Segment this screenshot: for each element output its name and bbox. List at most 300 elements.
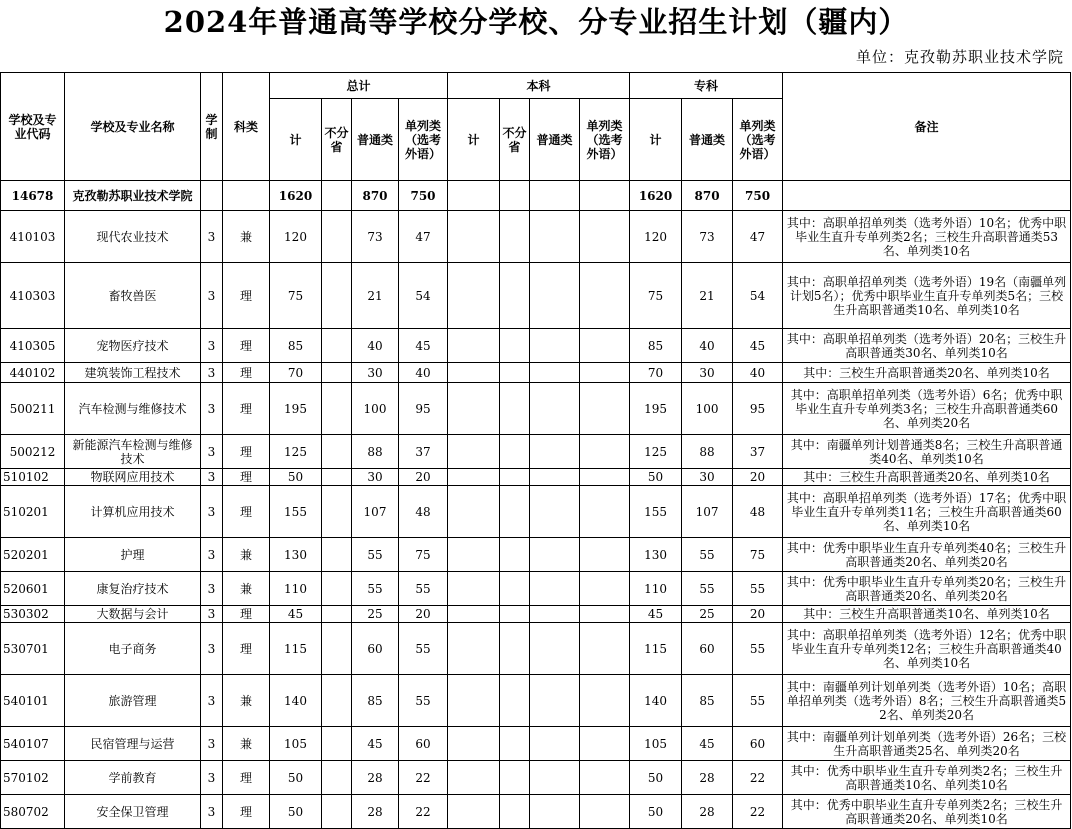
total-bufen xyxy=(322,761,352,795)
zk-putong: 30 xyxy=(682,469,733,486)
total-danlie: 95 xyxy=(399,383,448,435)
major-years: 3 xyxy=(201,572,223,606)
bk-bufen xyxy=(500,363,530,383)
zk-ji: 50 xyxy=(630,761,682,795)
bk-putong xyxy=(530,572,580,606)
total-danlie: 20 xyxy=(399,606,448,623)
total-danlie: 37 xyxy=(399,435,448,469)
major-subject: 理 xyxy=(223,329,270,363)
zk-ji: 120 xyxy=(630,211,682,263)
zk-putong: 28 xyxy=(682,761,733,795)
header-years: 学制 xyxy=(201,73,223,181)
header-total-danlie: 单列类（选考外语） xyxy=(399,99,448,181)
zk-putong: 60 xyxy=(682,623,733,675)
zk-danlie: 22 xyxy=(733,761,783,795)
zk-ji: 50 xyxy=(630,795,682,829)
major-subject: 理 xyxy=(223,486,270,538)
total-danlie: 48 xyxy=(399,486,448,538)
bk-bufen xyxy=(500,795,530,829)
major-subject: 理 xyxy=(223,761,270,795)
bk-bufen xyxy=(500,675,530,727)
major-note: 其中：高职单招单列类（选考外语）6名；优秀中职毕业生直升专单列类3名；三校生升高职普通类60名、单列类20名 xyxy=(783,383,1071,435)
bk-putong xyxy=(530,263,580,329)
major-code: 540101 xyxy=(1,675,65,727)
total-danlie: 55 xyxy=(399,675,448,727)
major-years: 3 xyxy=(201,606,223,623)
major-code: 510102 xyxy=(1,469,65,486)
table-row xyxy=(1,435,1071,469)
bk-putong xyxy=(530,469,580,486)
bk-danlie xyxy=(580,538,630,572)
major-name: 康复治疗技术 xyxy=(65,572,201,606)
total-bufen xyxy=(322,383,352,435)
bk-ji xyxy=(448,435,500,469)
major-note: 其中：南疆单列计划单列类（选考外语）26名；三校生升高职普通类25名、单列类20名 xyxy=(783,727,1071,761)
zk-ji: 50 xyxy=(630,469,682,486)
bk-ji xyxy=(448,538,500,572)
total-bufen xyxy=(322,675,352,727)
bk-ji xyxy=(448,623,500,675)
header-zk-ji: 计 xyxy=(630,99,682,181)
major-name: 建筑装饰工程技术 xyxy=(65,363,201,383)
major-note: 其中：南疆单列计划单列类（选考外语）10名；高职单招单列类（选考外语）8名；三校生升高职普通类52名、单列类20名 xyxy=(783,675,1071,727)
bk-danlie xyxy=(580,469,630,486)
major-code: 410103 xyxy=(1,211,65,263)
major-years: 3 xyxy=(201,435,223,469)
bk-danlie xyxy=(580,486,630,538)
total-putong: 40 xyxy=(352,329,399,363)
table-row xyxy=(1,486,1071,538)
zk-ji: 130 xyxy=(630,538,682,572)
major-subject: 理 xyxy=(223,795,270,829)
total-danlie: 54 xyxy=(399,263,448,329)
major-note: 其中：高职单招单列类（选考外语）19名（南疆单列计划5名）；优秀中职毕业生直升专单列类5名；三校生升高职普通类10名、单列类10名 xyxy=(783,263,1071,329)
bk-ji xyxy=(448,211,500,263)
total-danlie: 60 xyxy=(399,727,448,761)
major-code: 500212 xyxy=(1,435,65,469)
bk-bufen xyxy=(500,761,530,795)
table-row xyxy=(1,761,1071,795)
bk-danlie xyxy=(580,795,630,829)
major-note: 其中：高职单招单列类（选考外语）10名；优秀中职毕业生直升专单列类2名；三校生升高职普通类53名、单列类10名 xyxy=(783,211,1071,263)
total-bufen xyxy=(322,329,352,363)
major-years: 3 xyxy=(201,469,223,486)
table-row xyxy=(1,572,1071,606)
total-danlie: 47 xyxy=(399,211,448,263)
major-note: 其中：三校生升高职普通类10名、单列类10名 xyxy=(783,606,1071,623)
bk-putong xyxy=(530,383,580,435)
major-subject: 兼 xyxy=(223,538,270,572)
total-ji: 140 xyxy=(270,675,322,727)
table-row xyxy=(1,538,1071,572)
major-code: 520601 xyxy=(1,572,65,606)
zk-danlie: 20 xyxy=(733,606,783,623)
zk-danlie: 54 xyxy=(733,263,783,329)
header-group-bk: 本科 xyxy=(448,73,630,99)
total-danlie: 22 xyxy=(399,761,448,795)
total-bufen xyxy=(322,623,352,675)
bk-putong xyxy=(530,435,580,469)
total-danlie: 75 xyxy=(399,538,448,572)
table-row xyxy=(1,363,1071,383)
bk-danlie xyxy=(580,572,630,606)
total-putong: 28 xyxy=(352,795,399,829)
major-note: 其中：三校生升高职普通类20名、单列类10名 xyxy=(783,363,1071,383)
zk-danlie: 55 xyxy=(733,623,783,675)
school-name: 克孜勒苏职业技术学院 xyxy=(65,181,201,211)
bk-ji xyxy=(448,761,500,795)
header-bk-putong: 普通类 xyxy=(530,99,580,181)
total-ji: 50 xyxy=(270,469,322,486)
major-name: 计算机应用技术 xyxy=(65,486,201,538)
total-putong: 30 xyxy=(352,469,399,486)
total-bufen xyxy=(322,727,352,761)
major-note: 其中：高职单招单列类（选考外语）20名；三校生升高职普通类30名、单列类10名 xyxy=(783,329,1071,363)
bk-danlie xyxy=(580,435,630,469)
header-total-bufen: 不分省 xyxy=(322,99,352,181)
total-ji: 105 xyxy=(270,727,322,761)
major-name: 宠物医疗技术 xyxy=(65,329,201,363)
bk-bufen xyxy=(500,383,530,435)
bk-putong xyxy=(530,606,580,623)
total-bufen xyxy=(322,486,352,538)
major-name: 电子商务 xyxy=(65,623,201,675)
total-putong: 60 xyxy=(352,623,399,675)
unit-label: 单位：克孜勒苏职业技术学院 xyxy=(855,48,1064,66)
school-total-row xyxy=(1,181,1071,211)
header-note: 备注 xyxy=(783,73,1071,181)
major-subject: 兼 xyxy=(223,727,270,761)
total-putong: 21 xyxy=(352,263,399,329)
bk-bufen xyxy=(500,469,530,486)
total-putong: 100 xyxy=(352,383,399,435)
major-subject: 理 xyxy=(223,435,270,469)
bk-ji xyxy=(448,363,500,383)
header-group-zk: 专科 xyxy=(630,73,783,99)
zk-putong: 107 xyxy=(682,486,733,538)
total-putong: 30 xyxy=(352,363,399,383)
bk-ji xyxy=(448,606,500,623)
zk-danlie: 47 xyxy=(733,211,783,263)
total-bufen xyxy=(322,435,352,469)
zk-putong: 55 xyxy=(682,572,733,606)
bk-bufen xyxy=(500,329,530,363)
major-note: 其中：三校生升高职普通类20名、单列类10名 xyxy=(783,469,1071,486)
major-years: 3 xyxy=(201,263,223,329)
bk-putong xyxy=(530,211,580,263)
bk-danlie xyxy=(580,363,630,383)
total-bufen xyxy=(322,606,352,623)
total-danlie: 55 xyxy=(399,572,448,606)
zk-danlie: 55 xyxy=(733,675,783,727)
major-subject: 理 xyxy=(223,469,270,486)
table-row xyxy=(1,623,1071,675)
major-name: 汽车检测与维修技术 xyxy=(65,383,201,435)
total-ji: 45 xyxy=(270,606,322,623)
major-code: 410303 xyxy=(1,263,65,329)
major-note: 其中：高职单招单列类（选考外语）17名；优秀中职毕业生直升专单列类11名；三校生升高职普通类60名、单列类10名 xyxy=(783,486,1071,538)
major-subject: 理 xyxy=(223,363,270,383)
bk-ji xyxy=(448,329,500,363)
zk-ji: 75 xyxy=(630,263,682,329)
zk-putong: 28 xyxy=(682,795,733,829)
total-ji: 155 xyxy=(270,486,322,538)
bk-ji xyxy=(448,795,500,829)
bk-danlie xyxy=(580,727,630,761)
total-danlie: 55 xyxy=(399,623,448,675)
zk-danlie: 95 xyxy=(733,383,783,435)
table-row xyxy=(1,263,1071,329)
major-note: 其中：优秀中职毕业生直升专单列类20名；三校生升高职普通类20名、单列类20名 xyxy=(783,572,1071,606)
major-note: 其中：优秀中职毕业生直升专单列类2名；三校生升高职普通类10名、单列类10名 xyxy=(783,761,1071,795)
major-code: 530302 xyxy=(1,606,65,623)
bk-ji xyxy=(448,263,500,329)
major-name: 新能源汽车检测与维修技术 xyxy=(65,435,201,469)
header-code: 学校及专业代码 xyxy=(1,73,65,181)
zk-ji: 105 xyxy=(630,727,682,761)
zk-ji: 45 xyxy=(630,606,682,623)
bk-danlie xyxy=(580,263,630,329)
zk-ji: 115 xyxy=(630,623,682,675)
major-years: 3 xyxy=(201,329,223,363)
zk-danlie: 55 xyxy=(733,572,783,606)
total-bufen xyxy=(322,538,352,572)
bk-ji xyxy=(448,727,500,761)
major-name: 旅游管理 xyxy=(65,675,201,727)
header-row-1 xyxy=(1,73,1071,99)
school-total-danlie: 750 xyxy=(399,181,448,211)
bk-putong xyxy=(530,727,580,761)
header-subject: 科类 xyxy=(223,73,270,181)
zk-putong: 55 xyxy=(682,538,733,572)
total-ji: 110 xyxy=(270,572,322,606)
zk-danlie: 20 xyxy=(733,469,783,486)
major-subject: 理 xyxy=(223,623,270,675)
total-putong: 45 xyxy=(352,727,399,761)
major-note: 其中：优秀中职毕业生直升专单列类40名；三校生升高职普通类20名、单列类20名 xyxy=(783,538,1071,572)
major-note: 其中：优秀中职毕业生直升专单列类2名；三校生升高职普通类20名、单列类10名 xyxy=(783,795,1071,829)
major-name: 安全保卫管理 xyxy=(65,795,201,829)
zk-ji: 195 xyxy=(630,383,682,435)
total-ji: 120 xyxy=(270,211,322,263)
bk-putong xyxy=(530,538,580,572)
major-years: 3 xyxy=(201,795,223,829)
zk-putong: 40 xyxy=(682,329,733,363)
total-danlie: 40 xyxy=(399,363,448,383)
table-row xyxy=(1,469,1071,486)
bk-bufen xyxy=(500,538,530,572)
bk-putong xyxy=(530,623,580,675)
total-danlie: 20 xyxy=(399,469,448,486)
major-code: 540107 xyxy=(1,727,65,761)
major-subject: 理 xyxy=(223,606,270,623)
zk-putong: 45 xyxy=(682,727,733,761)
school-zk-putong: 870 xyxy=(682,181,733,211)
bk-ji xyxy=(448,572,500,606)
major-years: 3 xyxy=(201,761,223,795)
zk-danlie: 45 xyxy=(733,329,783,363)
enrollment-plan-table xyxy=(0,72,1071,829)
header-name: 学校及专业名称 xyxy=(65,73,201,181)
zk-putong: 30 xyxy=(682,363,733,383)
total-putong: 73 xyxy=(352,211,399,263)
zk-putong: 73 xyxy=(682,211,733,263)
zk-ji: 85 xyxy=(630,329,682,363)
major-years: 3 xyxy=(201,538,223,572)
zk-ji: 125 xyxy=(630,435,682,469)
total-putong: 107 xyxy=(352,486,399,538)
total-bufen xyxy=(322,263,352,329)
major-code: 530701 xyxy=(1,623,65,675)
table-row xyxy=(1,727,1071,761)
major-years: 3 xyxy=(201,383,223,435)
total-putong: 55 xyxy=(352,538,399,572)
total-ji: 50 xyxy=(270,795,322,829)
bk-ji xyxy=(448,486,500,538)
table-row xyxy=(1,329,1071,363)
major-years: 3 xyxy=(201,363,223,383)
school-zk-danlie: 750 xyxy=(733,181,783,211)
major-note: 其中：高职单招单列类（选考外语）12名；优秀中职毕业生直升专单列类12名；三校生升高职普通类40名、单列类10名 xyxy=(783,623,1071,675)
major-code: 510201 xyxy=(1,486,65,538)
header-zk-danlie: 单列类（选考外语） xyxy=(733,99,783,181)
total-putong: 55 xyxy=(352,572,399,606)
total-ji: 125 xyxy=(270,435,322,469)
bk-ji xyxy=(448,469,500,486)
total-putong: 88 xyxy=(352,435,399,469)
major-note: 其中：南疆单列计划普通类8名；三校生升高职普通类40名、单列类10名 xyxy=(783,435,1071,469)
bk-putong xyxy=(530,795,580,829)
zk-danlie: 37 xyxy=(733,435,783,469)
header-bk-danlie: 单列类（选考外语） xyxy=(580,99,630,181)
total-danlie: 45 xyxy=(399,329,448,363)
school-total-putong: 870 xyxy=(352,181,399,211)
bk-bufen xyxy=(500,486,530,538)
total-bufen xyxy=(322,363,352,383)
zk-danlie: 60 xyxy=(733,727,783,761)
zk-putong: 21 xyxy=(682,263,733,329)
bk-danlie xyxy=(580,383,630,435)
total-bufen xyxy=(322,572,352,606)
bk-danlie xyxy=(580,761,630,795)
major-name: 畜牧兽医 xyxy=(65,263,201,329)
major-code: 520201 xyxy=(1,538,65,572)
total-ji: 130 xyxy=(270,538,322,572)
total-bufen xyxy=(322,469,352,486)
total-bufen xyxy=(322,795,352,829)
major-years: 3 xyxy=(201,727,223,761)
bk-danlie xyxy=(580,211,630,263)
total-putong: 85 xyxy=(352,675,399,727)
header-bk-bufen: 不分省 xyxy=(500,99,530,181)
zk-putong: 25 xyxy=(682,606,733,623)
major-code: 500211 xyxy=(1,383,65,435)
zk-putong: 85 xyxy=(682,675,733,727)
major-subject: 理 xyxy=(223,263,270,329)
table-row xyxy=(1,211,1071,263)
zk-ji: 155 xyxy=(630,486,682,538)
major-subject: 兼 xyxy=(223,675,270,727)
table-row xyxy=(1,795,1071,829)
zk-putong: 100 xyxy=(682,383,733,435)
page-title: 2024年普通高等学校分学校、分专业招生计划（疆内） xyxy=(163,5,909,39)
zk-ji: 110 xyxy=(630,572,682,606)
bk-bufen xyxy=(500,211,530,263)
bk-putong xyxy=(530,675,580,727)
bk-bufen xyxy=(500,435,530,469)
bk-danlie xyxy=(580,329,630,363)
school-code: 14678 xyxy=(1,181,65,211)
header-zk-putong: 普通类 xyxy=(682,99,733,181)
bk-ji xyxy=(448,675,500,727)
bk-danlie xyxy=(580,623,630,675)
bk-bufen xyxy=(500,572,530,606)
bk-danlie xyxy=(580,675,630,727)
zk-putong: 88 xyxy=(682,435,733,469)
major-years: 3 xyxy=(201,211,223,263)
zk-ji: 140 xyxy=(630,675,682,727)
total-ji: 70 xyxy=(270,363,322,383)
header-total-putong: 普通类 xyxy=(352,99,399,181)
bk-putong xyxy=(530,363,580,383)
zk-danlie: 48 xyxy=(733,486,783,538)
major-code: 410305 xyxy=(1,329,65,363)
bk-ji xyxy=(448,383,500,435)
major-years: 3 xyxy=(201,486,223,538)
total-ji: 75 xyxy=(270,263,322,329)
table-row xyxy=(1,675,1071,727)
bk-putong xyxy=(530,329,580,363)
table-row xyxy=(1,606,1071,623)
bk-bufen xyxy=(500,727,530,761)
total-putong: 28 xyxy=(352,761,399,795)
total-putong: 25 xyxy=(352,606,399,623)
bk-putong xyxy=(530,486,580,538)
school-total: 1620 xyxy=(270,181,322,211)
bk-bufen xyxy=(500,623,530,675)
major-name: 物联网应用技术 xyxy=(65,469,201,486)
major-subject: 兼 xyxy=(223,211,270,263)
header-total-ji: 计 xyxy=(270,99,322,181)
major-name: 学前教育 xyxy=(65,761,201,795)
header-bk-ji: 计 xyxy=(448,99,500,181)
total-ji: 50 xyxy=(270,761,322,795)
major-name: 现代农业技术 xyxy=(65,211,201,263)
major-subject: 兼 xyxy=(223,572,270,606)
zk-danlie: 40 xyxy=(733,363,783,383)
major-years: 3 xyxy=(201,675,223,727)
major-name: 民宿管理与运营 xyxy=(65,727,201,761)
total-bufen xyxy=(322,211,352,263)
total-ji: 85 xyxy=(270,329,322,363)
major-subject: 理 xyxy=(223,383,270,435)
major-name: 大数据与会计 xyxy=(65,606,201,623)
major-code: 570102 xyxy=(1,761,65,795)
school-zk: 1620 xyxy=(630,181,682,211)
major-code: 580702 xyxy=(1,795,65,829)
total-ji: 115 xyxy=(270,623,322,675)
bk-bufen xyxy=(500,606,530,623)
bk-bufen xyxy=(500,263,530,329)
zk-danlie: 22 xyxy=(733,795,783,829)
bk-danlie xyxy=(580,606,630,623)
total-ji: 195 xyxy=(270,383,322,435)
major-years: 3 xyxy=(201,623,223,675)
header-group-total: 总计 xyxy=(270,73,448,99)
zk-ji: 70 xyxy=(630,363,682,383)
major-code: 440102 xyxy=(1,363,65,383)
total-danlie: 22 xyxy=(399,795,448,829)
